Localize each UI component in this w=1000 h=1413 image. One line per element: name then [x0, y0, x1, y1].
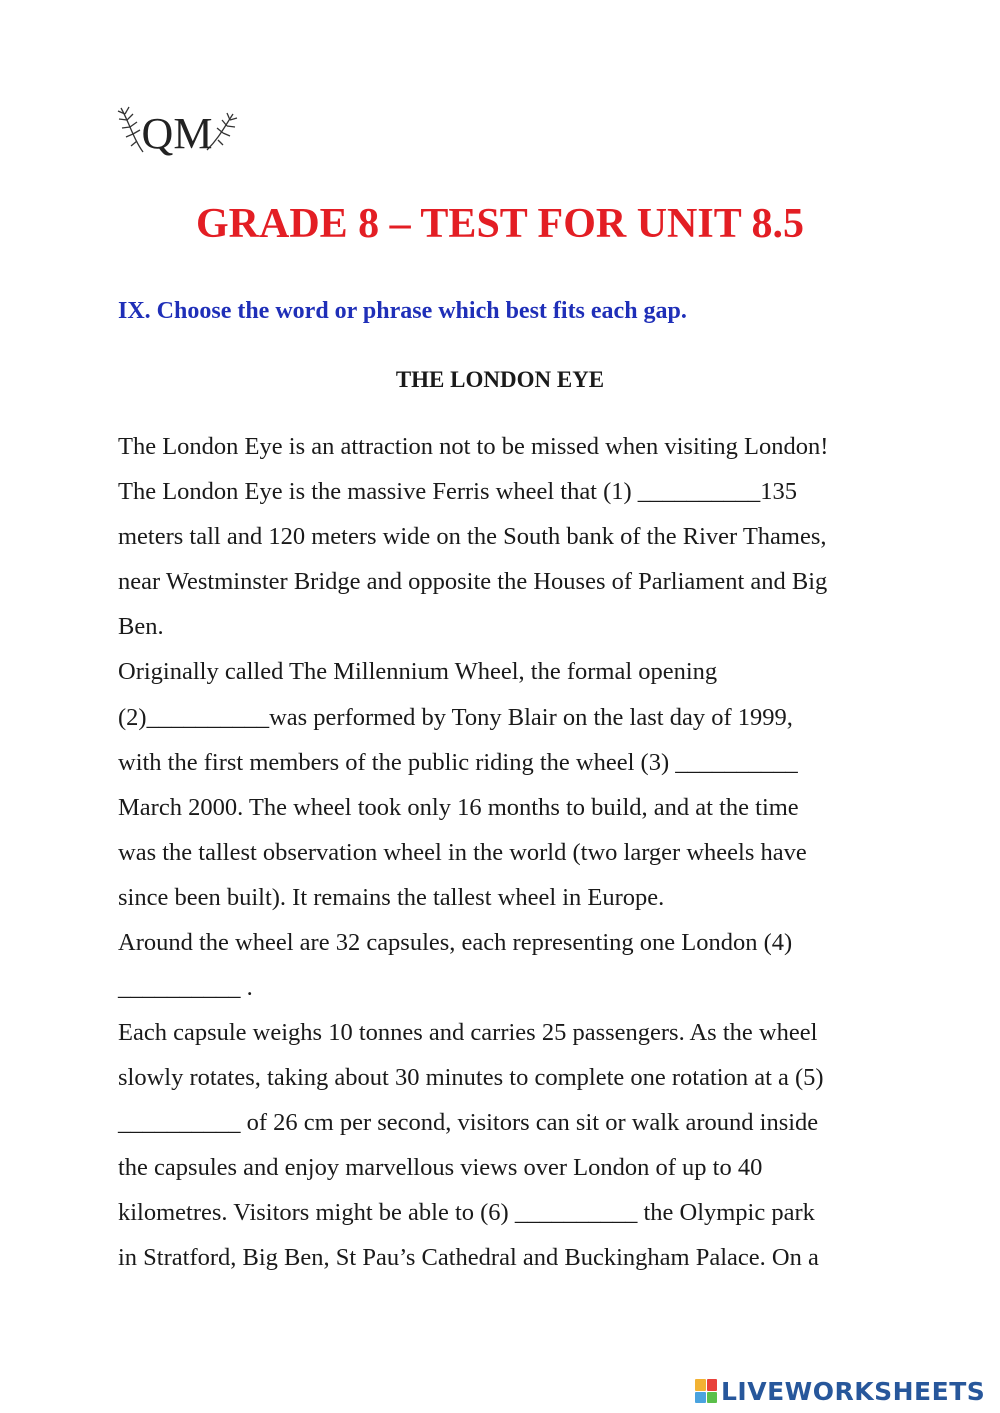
passage-line: meters tall and 120 meters wide on the South bank of the River Thames, — [118, 523, 827, 550]
passage-line: Ben. — [118, 613, 164, 640]
passage-line: (2)__________was performed by Tony Blair on the last day of 1999, — [118, 704, 793, 731]
passage-line: near Westminster Bridge and opposite the Houses of Parliament and Big — [118, 568, 828, 595]
passage-line: slowly rotates, taking about 30 minutes to complete one rotation at a (5) — [118, 1064, 824, 1091]
passage-line: since been built). It remains the tallest wheel in Europe. — [118, 884, 665, 911]
passage-line: Each capsule weighs 10 tonnes and carries 25 passengers. As the wheel — [118, 1019, 818, 1046]
passage-title: THE LONDON EYE — [395, 367, 605, 392]
passage-line: The London Eye is an attraction not to be missed when visiting London! — [118, 433, 829, 460]
qm-logo — [115, 100, 240, 162]
passage-line: __________ . — [118, 974, 253, 1001]
passage-line: Around the wheel are 32 capsules, each representing one London (4) — [118, 929, 793, 956]
passage-line: __________ of 26 cm per second, visitors can sit or walk around inside — [118, 1109, 819, 1136]
liveworksheets-brand[interactable] — [695, 1376, 985, 1406]
exercise-instruction: IX. Choose the word or phrase which best fits each gap. — [118, 298, 687, 324]
passage-line: was the tallest observation wheel in the world (two larger wheels have — [118, 839, 807, 866]
page-title: GRADE 8 – TEST FOR UNIT 8.5 — [196, 201, 804, 247]
passage-line: The London Eye is the massive Ferris wheel that (1) __________135 — [118, 478, 798, 505]
liveworksheets-logo-icon — [695, 1379, 717, 1403]
brand-name: LIVEWORKSHEETS — [721, 1376, 986, 1406]
passage-line: Originally called The Millennium Wheel, the formal opening — [118, 658, 718, 685]
logo-text: QM — [141, 109, 213, 158]
passage-line: the capsules and enjoy marvellous views over London of up to 40 — [118, 1154, 763, 1181]
laurel-monogram-icon — [115, 100, 240, 162]
passage-line: in Stratford, Big Ben, St Pau’s Cathedral and Buckingham Palace. On a — [118, 1244, 819, 1271]
passage-line: March 2000. The wheel took only 16 months to build, and at the time — [118, 794, 799, 821]
passage-line: with the first members of the public riding the wheel (3) __________ — [118, 749, 798, 776]
passage-line: kilometres. Visitors might be able to (6) __________ the Olympic park — [118, 1199, 815, 1226]
